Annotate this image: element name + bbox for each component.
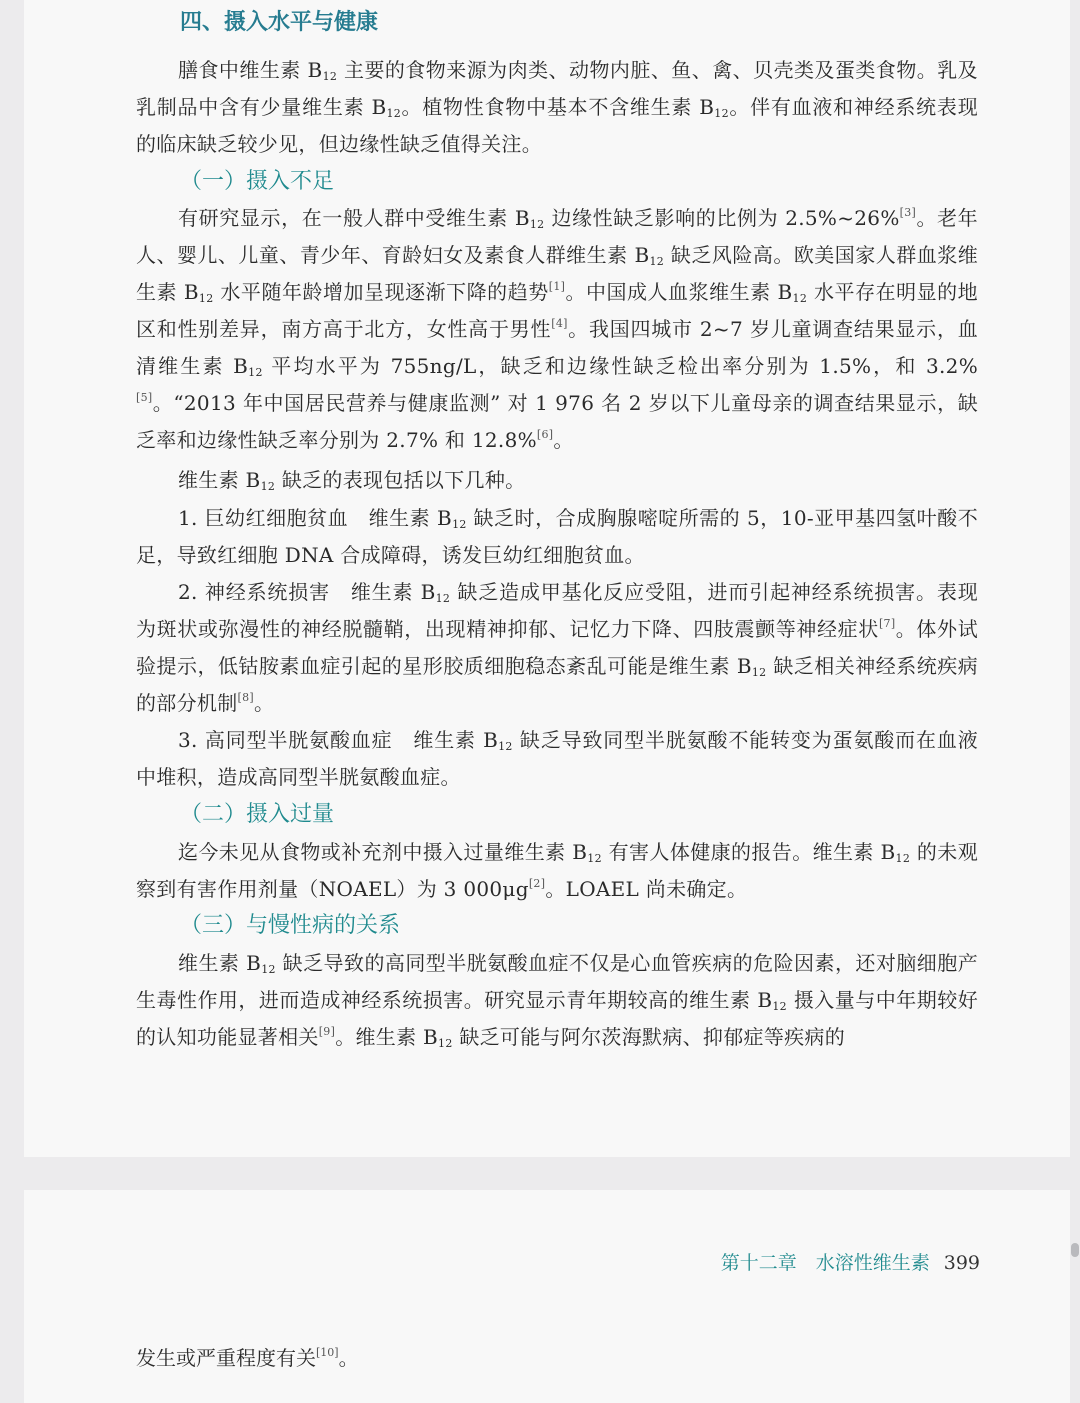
citation[interactable]: [4]	[551, 317, 568, 330]
page-number: 399	[943, 1252, 980, 1274]
subheading-excessive-intake: （二）摄入过量	[180, 802, 335, 827]
citation[interactable]: [9]	[318, 1025, 336, 1038]
paragraph-manifestations: 维生素 $B_{12}$ 缺乏的表现包括以下几种。	[178, 468, 526, 493]
paragraph-intro: 膳食中维生素 $B_{12}$ 主要的食物来源为肉类、动物内脏、鱼、禽、贝壳类及蛋类食物。乳及乳制品中含有少量维生素 $B_{12}$。植物性食物中基本不含维生素 $B_{12}$。伴有血液和神经系统表现的临床缺乏较少见，但边缘性缺乏值得关注。	[136, 58, 978, 156]
item-title: 3. 高同型半胱氨酸血症	[178, 728, 393, 752]
paragraph-insufficient-intake: 有研究显示，在一般人群中受维生素 $B_{12}$ 边缘性缺乏影响的比例为 2.5%~26%[3]。老年人、婴儿、儿童、青少年、育龄妇女及素食人群维生素 $B_{12}$ 缺乏风险高。欧美国家人群血浆维生素 $B_{12}$ 水平随年龄增加呈现逐渐下降的趋势[1]。中国成人血浆维生素 $B_{12}$ 水平存在明显的地区和性别差异，南方高于北方，女性高于男性[4]。我国四城市 2~7 岁儿童调查结果显示，血清维生素 $B_{12}$ 平均水平为 755ng/L，缺乏和边缘性缺乏检出率分别为 1.5%，和 3.2%[5]。“2013 年中国居民营养与健康监测” 对 1 976 名 2 岁以下儿童母亲的调查结果显示，缺乏率和边缘性缺乏率分别为 2.7% 和 12.8%[6]。	[136, 206, 979, 452]
paragraph-excessive-intake: 迄今未见从食物或补充剂中摄入过量维生素 $B_{12}$ 有害人体健康的报告。维生素 $B_{12}$ 的未观察到有害作用剂量（NOAEL）为 3 000μg[2]。LOAEL 尚未确定。	[136, 840, 979, 901]
chapter-title: 第十二章 水溶性维生素	[720, 1252, 930, 1274]
paragraph-chronic-disease: 维生素 $B_{12}$ 缺乏导致的高同型半胱氨酸血症不仅是心血管疾病的危险因素，还对脑细胞产生毒性作用，进而造成神经系统损害。研究显示青年期较高的维生素 $B_{12}$ 摄入量与中年期较好的认知功能显著相关[9]。维生素 $B_{12}$ 缺乏可能与阿尔茨海默病、抑郁症等疾病的	[136, 951, 979, 1050]
citation[interactable]: [5]	[136, 391, 153, 404]
item-hyperhomocysteinemia: 3. 高同型半胱氨酸血症 维生素 $B_{12}$ 缺乏导致同型半胱氨酸不能转变为蛋氨酸而在血液中堆积，造成高同型半胱氨酸血症。	[136, 728, 978, 789]
citation[interactable]: [10]	[316, 1346, 339, 1359]
subheading-chronic-disease: （三）与慢性病的关系	[180, 913, 401, 938]
citation[interactable]: [7]	[878, 617, 896, 630]
page-footer	[721, 1248, 980, 1275]
subheading-insufficient-intake: （一）摄入不足	[180, 169, 335, 194]
citation[interactable]: [6]	[536, 428, 554, 441]
paragraph-continuation: 发生或严重程度有关[10]。	[136, 1346, 359, 1370]
item-nervous-system-damage: 2. 神经系统损害 维生素 $B_{12}$ 缺乏造成甲基化反应受阻，进而引起神经系统损害。表现为斑状或弥漫性的神经脱髓鞘，出现精神抑郁、记忆力下降、四肢震颤等神经症状[7]。体外试验提示，低钴胺素血症引起的星形胶质细胞稳态紊乱可能是维生素 $B_{12}$ 缺乏相关神经系统疾病的部分机制[8]。	[136, 580, 978, 715]
citation[interactable]: [3]	[899, 206, 917, 219]
citation[interactable]: [1]	[548, 280, 566, 293]
scrollbar-thumb[interactable]	[1071, 1243, 1079, 1257]
item-title: 1. 巨幼红细胞贫血	[178, 506, 349, 530]
citation[interactable]: [2]	[528, 877, 546, 890]
section-heading: 四、摄入水平与健康	[180, 10, 379, 35]
citation[interactable]: [8]	[237, 691, 254, 704]
item-megaloblastic-anemia: 1. 巨幼红细胞贫血 维生素 $B_{12}$ 缺乏时，合成胸腺嘧啶所需的 5，10-亚甲基四氢叶酸不足，导致红细胞 DNA 合成障碍，诱发巨幼红细胞贫血。	[136, 506, 978, 567]
item-title: 2. 神经系统损害	[178, 580, 330, 604]
